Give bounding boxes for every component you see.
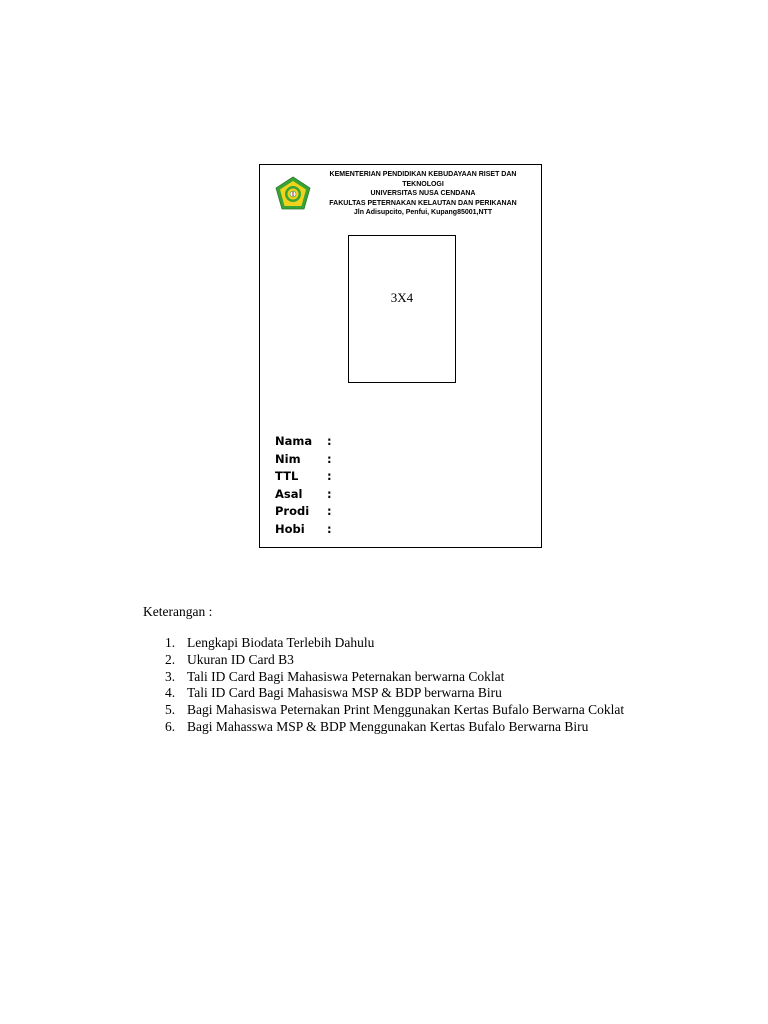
list-item	[143, 702, 624, 719]
field-colon: :	[327, 504, 332, 518]
list-text: Bagi Mahasswa MSP & BDP Menggunakan Kertas Bufalo Berwarna Biru	[187, 718, 589, 734]
id-card-template	[259, 164, 542, 548]
list-text: Tali ID Card Bagi Mahasiswa Peternakan berwarna Coklat	[187, 668, 505, 684]
header-faculty: FAKULTAS PETERNAKAN KELAUTAN DAN PERIKANAN	[329, 199, 517, 207]
list-text: Ukuran ID Card B3	[187, 651, 294, 667]
field-label: Prodi	[275, 504, 310, 518]
field-row-asal	[275, 486, 337, 504]
field-colon: :	[327, 521, 332, 536]
field-label: Nama	[275, 434, 313, 448]
list-text: Lengkapi Biodata Terlebih Dahulu	[187, 635, 375, 650]
list-number: 1.	[165, 635, 176, 650]
photo-size-label: 3X4	[390, 290, 414, 305]
notes-section	[143, 603, 624, 736]
list-item	[143, 652, 624, 669]
field-label: Nim	[275, 451, 301, 466]
field-label: TTL	[275, 469, 299, 483]
header-address: Jln Adisupcito, Penfui, Kupang85001,NTT	[353, 209, 493, 217]
list-item	[143, 719, 624, 736]
field-row-hobi	[275, 521, 337, 539]
field-label: Asal	[275, 486, 303, 501]
list-item	[143, 669, 624, 686]
list-number: 4.	[165, 685, 176, 701]
photo-placeholder	[348, 235, 456, 383]
list-item	[143, 635, 624, 652]
field-colon: :	[327, 434, 332, 448]
field-label: Hobi	[275, 521, 305, 536]
field-colon: :	[327, 451, 332, 466]
biodata-fields	[275, 433, 337, 538]
header-university: UNIVERSITAS NUSA CENDANA	[370, 190, 476, 198]
list-text: Tali ID Card Bagi Mahasiswa MSP & BDP berwarna Biru	[187, 685, 502, 701]
list-text: Bagi Mahasiswa Peternakan Print Menggunakan Kertas Bufalo Berwarna Coklat	[187, 702, 625, 718]
field-colon: :	[327, 469, 332, 483]
list-number: 5.	[165, 702, 176, 718]
field-row-nim	[275, 451, 337, 469]
list-number: 6.	[165, 718, 176, 734]
header-ministry: KEMENTERIAN PENDIDIKAN KEBUDAYAAN RISET DAN TEKNOLOGI	[329, 171, 517, 188]
list-item	[143, 685, 624, 702]
list-number: 2.	[165, 651, 176, 667]
card-header	[318, 170, 528, 218]
field-row-prodi	[275, 503, 337, 521]
notes-title: Keterangan :	[143, 604, 213, 619]
field-row-ttl	[275, 468, 337, 486]
university-logo-icon	[274, 176, 312, 212]
field-colon: :	[327, 486, 332, 501]
notes-list	[143, 635, 624, 736]
field-row-nama	[275, 433, 337, 451]
list-number: 3.	[165, 668, 176, 684]
